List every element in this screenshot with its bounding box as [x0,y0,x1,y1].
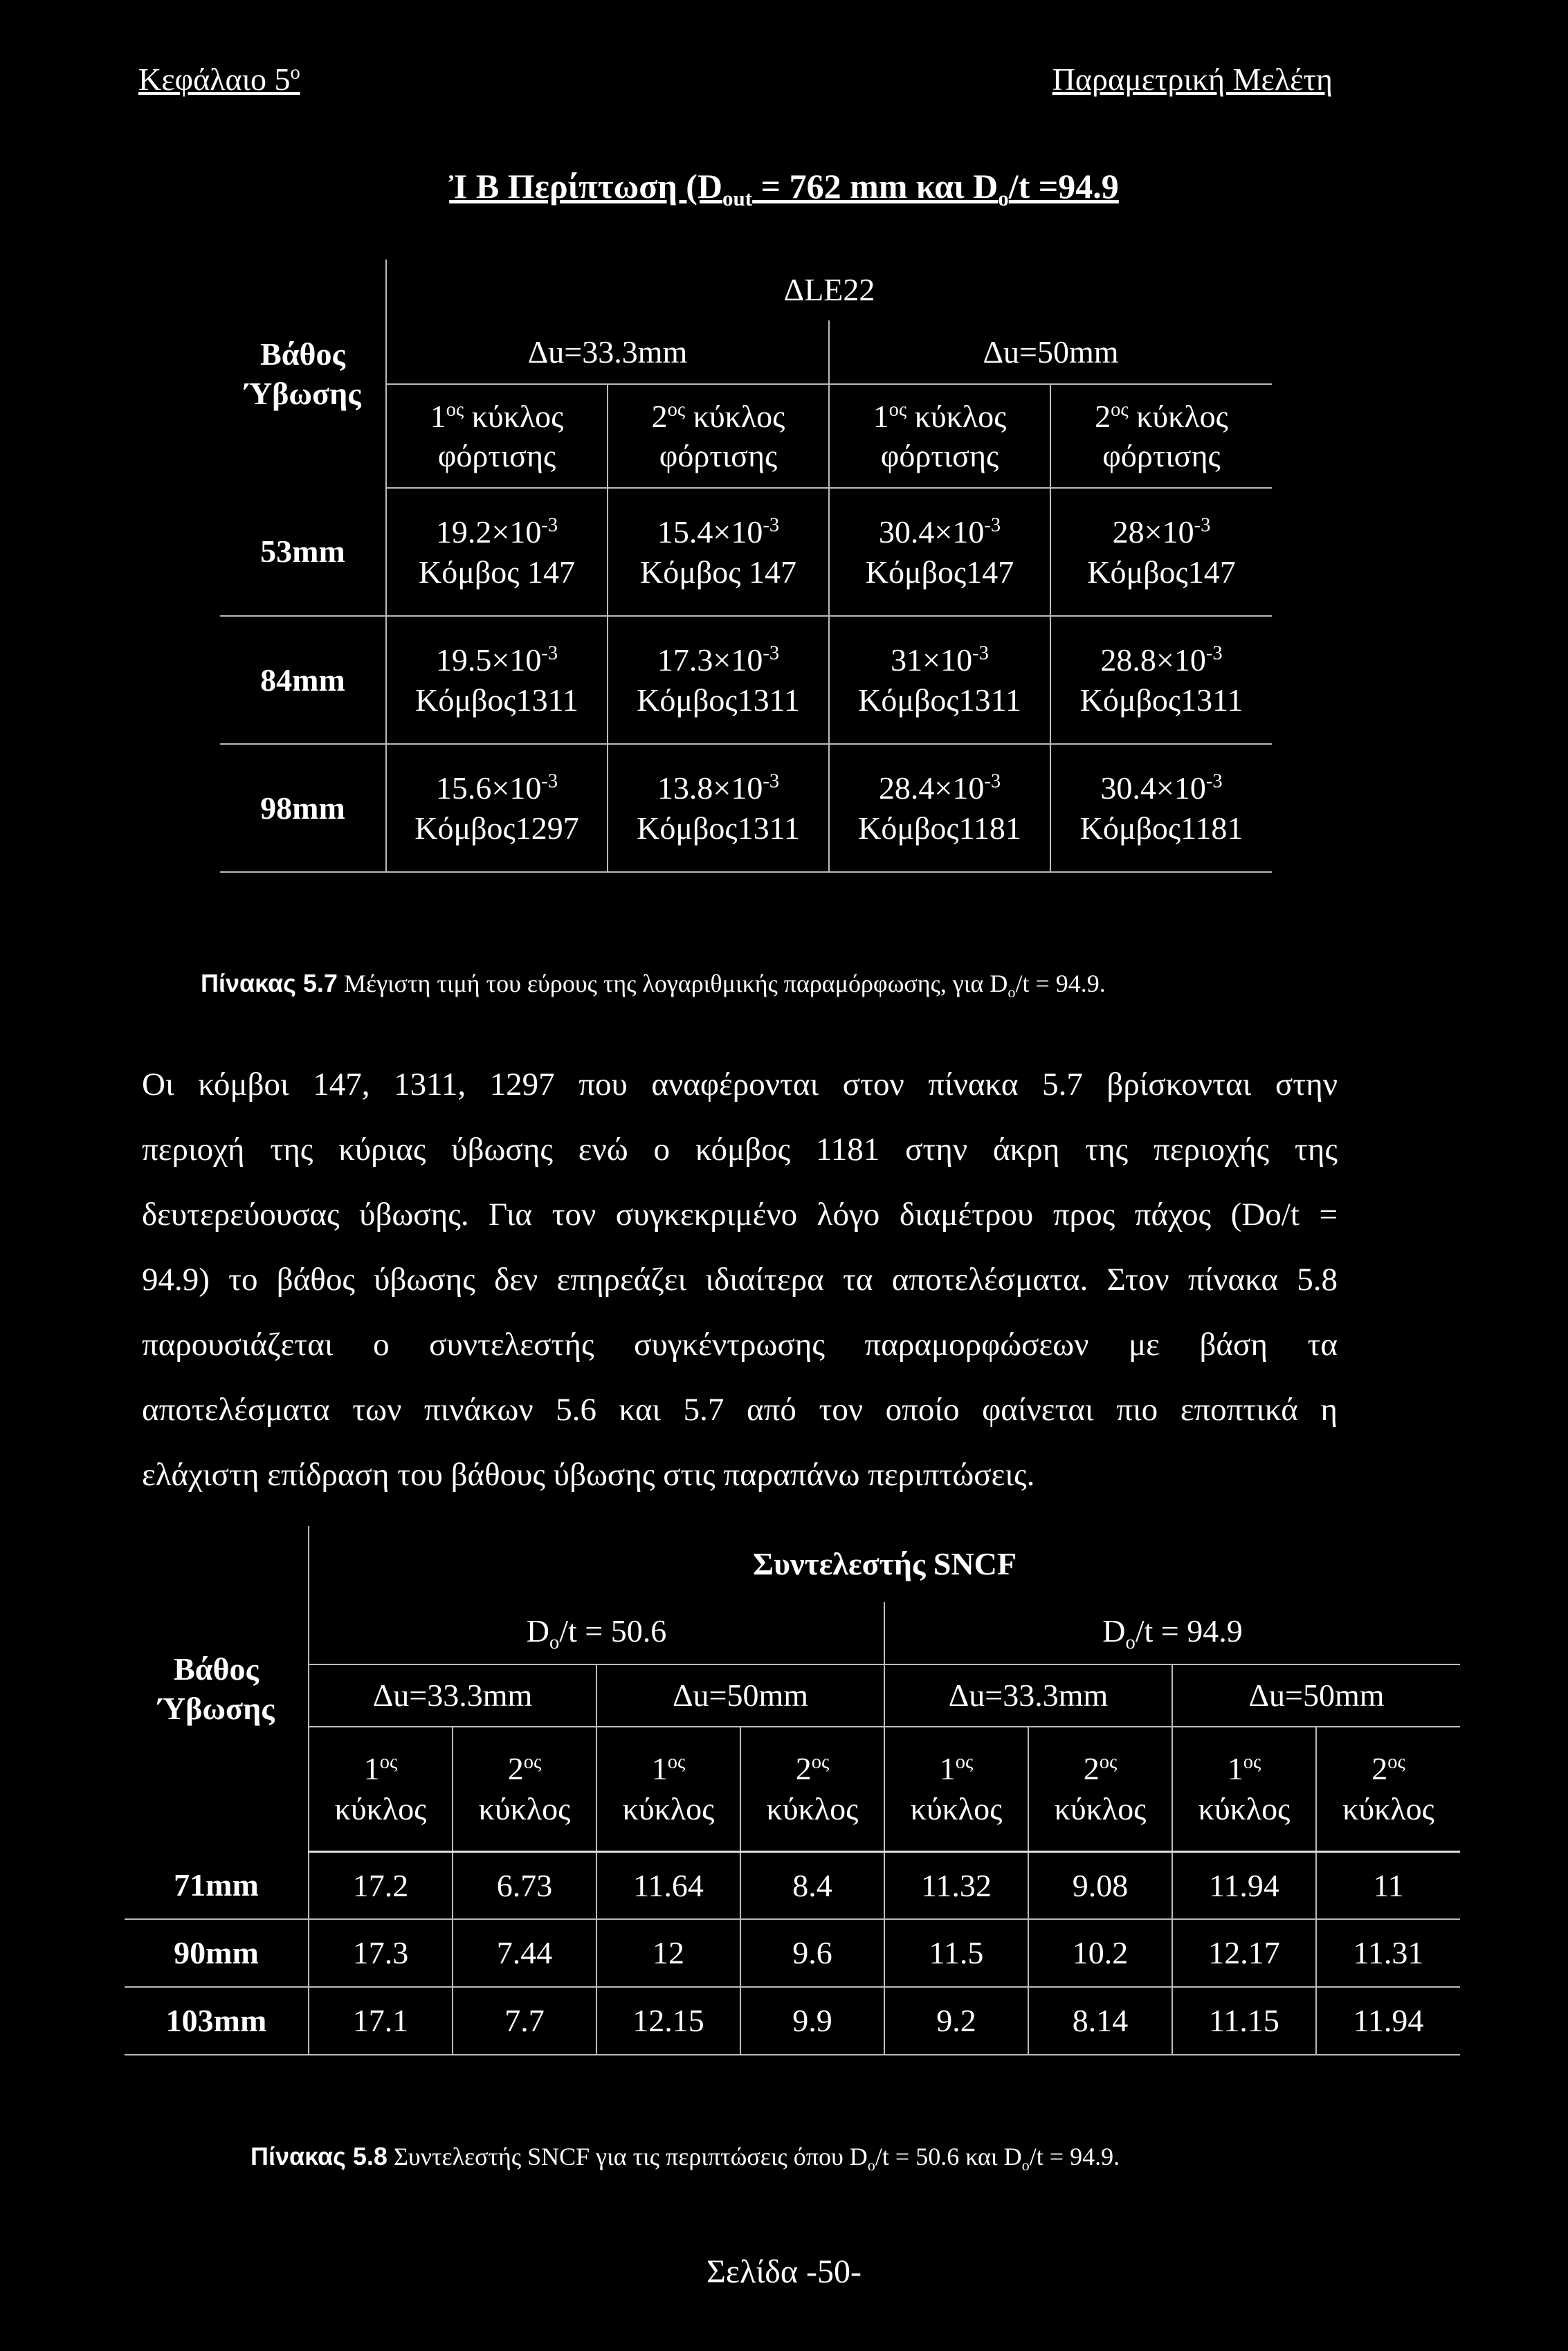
du-header: Δu=33.3mm [884,1664,1172,1727]
depth-header: Βάθος Ύβωσης [158,1651,275,1726]
data-cell: $28.8\times 10^{-3}$ Κόμβος1311 [1050,616,1272,744]
page-number: Σελίδα -50- [706,2253,862,2290]
cycle-header: $2^{o\varsigma}$ κύκλος [453,1727,596,1851]
value-cell: 17.3 [309,1919,453,1987]
value-cell: 9.6 [740,1919,884,1987]
value-cell: 12.15 [596,1987,740,2055]
value-cell: 11 [1316,1851,1460,1919]
paragraph-line: 94.9) το βάθος ύβωσης δεν επηρεάζει ιδιαίτερα τα αποτελέσματα. Στον πίνακα 5.8 [142,1262,1338,1298]
dt-header: $D_o/t = 50.6$ [309,1602,884,1664]
table-caption: Πίνακας 5.8 Συντελεστής SNCF για τις περιπτώσεις όπου $D_o/t = 50.6$ και $D_o/t = 94.9$. [250,2142,1120,2175]
value-cell: 11.64 [596,1851,740,1919]
value-cell: 9.9 [740,1987,884,2055]
value-cell: 17.1 [309,1987,453,2055]
data-cell: $28.4\times 10^{-3}$ Κόμβος1181 [829,744,1050,872]
case-title: Ἰ Β Περίπτωση ($D_{out} = 762$ mm και $D_o/t =94.9$ [449,167,1119,210]
value-cell: 7.44 [453,1919,596,1987]
chapter-heading: Κεφάλαιο $5^o$ [138,62,300,97]
body-paragraph [142,1052,1338,1507]
cycle-header: $1^{o\varsigma}$ κύκλος φόρτισης [386,384,608,488]
table-row [220,616,1272,744]
value-cell: 9.2 [884,1987,1028,2055]
depth-header: Βάθος Ύβωσης [244,336,361,411]
paragraph-line: περιοχή της κύριας ύβωσης ενώ ο κόμβος 1181 στην άκρη της περιοχής της [142,1132,1338,1168]
table-row [125,1851,1460,1919]
dt-header: $D_o/t = 94.9$ [884,1602,1460,1664]
cycle-header: $2^{o\varsigma}$ κύκλος [1316,1727,1460,1851]
value-cell: 8.4 [740,1851,884,1919]
table-row [220,488,1272,616]
value-cell: 11.94 [1316,1987,1460,2055]
data-cell: $28\times 10^{-3}$ Κόμβος147 [1050,488,1272,616]
depth-cell: 71mm [125,1851,309,1919]
du-header: Δu=33.3mm [386,320,829,384]
depth-cell: 98mm [220,744,386,872]
paragraph-line: παρουσιάζεται ο συντελεστής συγκέντρωσης παραμορφώσεων με βάση τα [142,1327,1338,1363]
cycle-header: $1^{o\varsigma}$ κύκλος [1172,1727,1316,1851]
cycle-header: $2^{o\varsigma}$ κύκλος [740,1727,884,1851]
depth-cell: 90mm [125,1919,309,1987]
du-header: Δu=50mm [829,320,1272,384]
cycle-header: $2^{o\varsigma}$ κύκλος φόρτισης [1050,384,1272,488]
value-cell: 11.94 [1172,1851,1316,1919]
table-caption: Πίνακας 5.7 Μέγιστη τιμή του εύρους της λογαριθμικής παραμόρφωσης, για $D_o/t = 94.9$. [201,969,1106,1001]
section-heading: Παραμετρική Μελέτη [1052,62,1333,97]
value-cell: 11.15 [1172,1987,1316,2055]
depth-cell: 53mm [220,488,386,616]
value-cell: 17.2 [309,1851,453,1919]
depth-cell: 103mm [125,1987,309,2055]
cycle-header: $1^{o\varsigma}$ κύκλος [309,1727,453,1851]
value-cell: 11.32 [884,1851,1028,1919]
paragraph-line: δευτερεύουσας ύβωσης. Για τον συγκεκριμένο λόγο διαμέτρου προς πάχος (Do/t = [142,1197,1338,1233]
data-cell: $19.2\times 10^{-3}$ Κόμβος 147 [386,488,608,616]
paragraph-line: ελάχιστη επίδραση του βάθους ύβωσης στις παραπάνω περιπτώσεις. [142,1457,1035,1493]
sncf-factor-table [125,1526,1460,2055]
paragraph-line: Οι κόμβοι 147, 1311, 1297 που αναφέρονται στον πίνακα 5.7 βρίσκονται στην [142,1066,1338,1102]
value-cell: 12 [596,1919,740,1987]
value-cell: 12.17 [1172,1919,1316,1987]
du-header: Δu=33.3mm [309,1664,596,1727]
data-cell: $15.6\times 10^{-3}$ Κόμβος1297 [386,744,608,872]
value-cell: 11.5 [884,1919,1028,1987]
table-row [125,1987,1460,2055]
data-cell: $30.4\times 10^{-3}$ Κόμβος147 [829,488,1050,616]
strain-range-table [220,260,1272,873]
table-row [125,1919,1460,1987]
value-cell: 10.2 [1028,1919,1172,1987]
value-cell: 7.7 [453,1987,596,2055]
data-cell: $31\times 10^{-3}$ Κόμβος1311 [829,616,1050,744]
depth-cell: 84mm [220,616,386,744]
cycle-header: $1^{o\varsigma}$ κύκλος [596,1727,740,1851]
table-title: Συντελεστής SNCF [309,1526,1460,1602]
data-cell: $30.4\times 10^{-3}$ Κόμβος1181 [1050,744,1272,872]
data-cell: $19.5\times 10^{-3}$ Κόμβος1311 [386,616,608,744]
cycle-header: $1^{o\varsigma}$ κύκλος [884,1727,1028,1851]
table-row [220,744,1272,872]
cycle-header: $1^{o\varsigma}$ κύκλος φόρτισης [829,384,1050,488]
paragraph-line: αποτελέσματα των πινάκων 5.6 και 5.7 από τον οποίο φαίνεται πιο εποπτικά η [142,1392,1338,1428]
cycle-header: $2^{o\varsigma}$ κύκλος [1028,1727,1172,1851]
value-cell: 8.14 [1028,1987,1172,2055]
group-title: ΔLE22 [386,260,1272,320]
data-cell: $13.8\times 10^{-3}$ Κόμβος1311 [608,744,829,872]
du-header: Δu=50mm [1172,1664,1460,1727]
value-cell: 11.31 [1316,1919,1460,1987]
value-cell: 9.08 [1028,1851,1172,1919]
value-cell: 6.73 [453,1851,596,1919]
data-cell: $17.3\times 10^{-3}$ Κόμβος1311 [608,616,829,744]
data-cell: $15.4\times 10^{-3}$ Κόμβος 147 [608,488,829,616]
du-header: Δu=50mm [596,1664,884,1727]
cycle-header: $2^{o\varsigma}$ κύκλος φόρτισης [608,384,829,488]
